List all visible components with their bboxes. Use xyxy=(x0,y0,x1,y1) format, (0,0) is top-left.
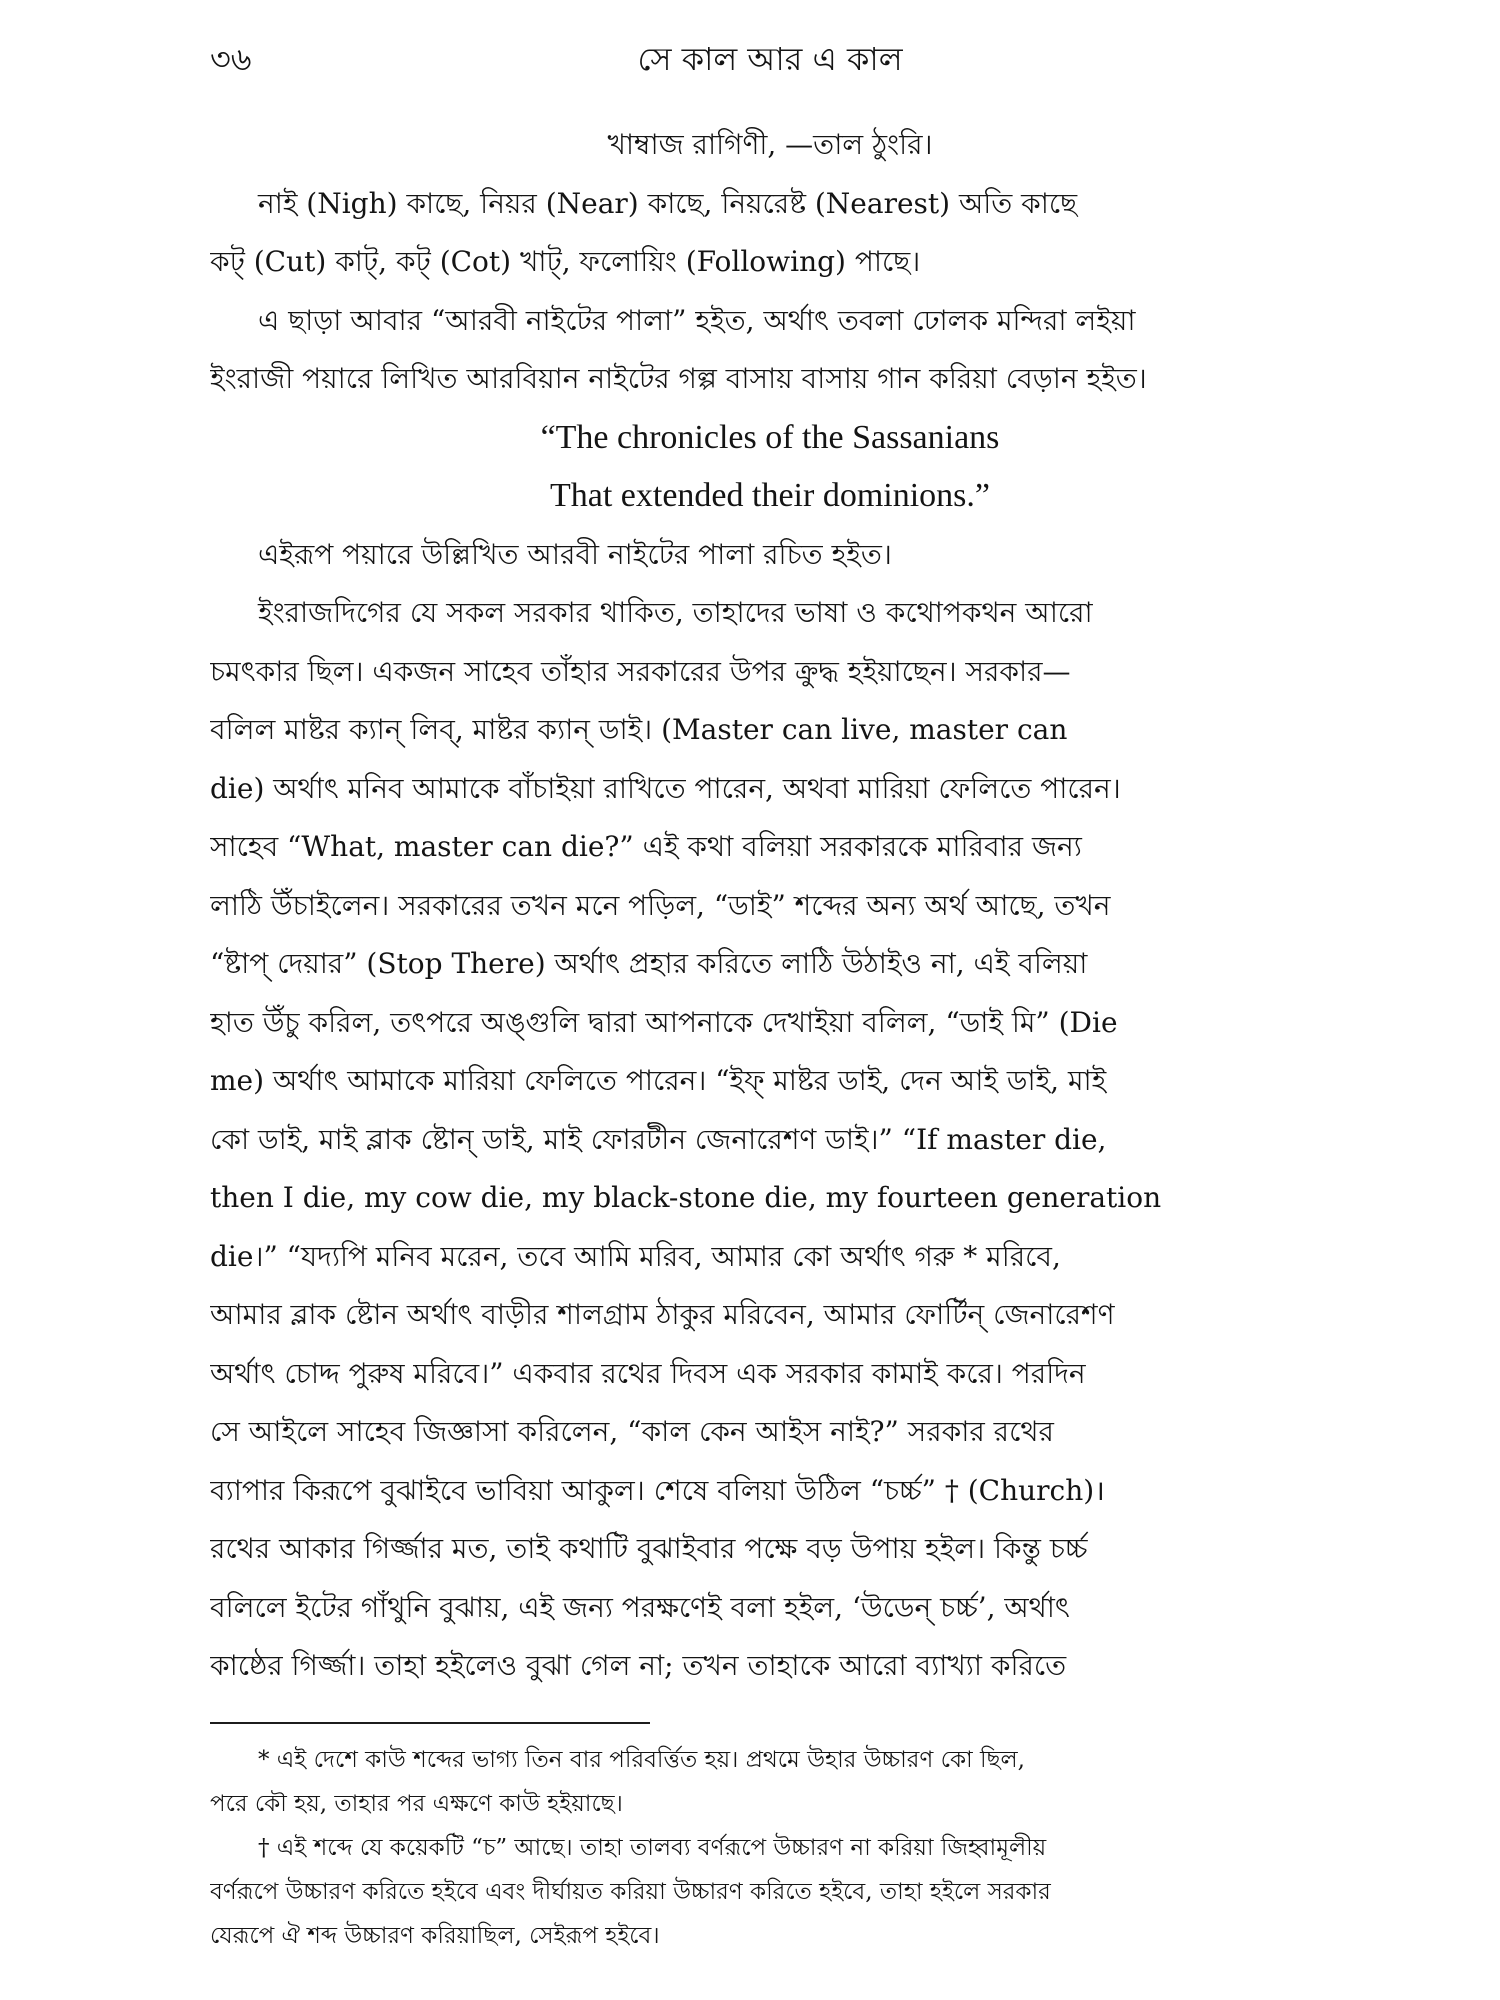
quote-line: “The chronicles of the Sassanians xyxy=(540,418,1000,456)
paragraph-line: then I die, my cow die, my black-stone die, my fourteen generation xyxy=(210,1181,1162,1214)
footnote-line: * এই দেশে কাউ শব্দের ভাগ্য তিন বার পরিবর্ত্তিত হয়। প্রথমে উহার উচ্চারণ কো ছিল, xyxy=(258,1747,1025,1773)
page-header xyxy=(210,34,1330,94)
paragraph-line: হাত উঁচু করিল, তৎপরে অঙ্গুলি দ্বারা আপনাকে দেখাইয়া বলিল, “ডাই মি” (Die xyxy=(210,1005,1118,1039)
paragraph-line: সে আইলে সাহেব জিজ্ঞাসা করিলেন, “কাল কেন আইস নাই?” সরকার রথের xyxy=(210,1415,1054,1448)
song-heading: খাম্বাজ রাগিণী, —তাল ঠুংরি। xyxy=(607,128,933,161)
paragraph-line: “ষ্টাপ্ দেয়ার” (Stop There) অর্থাৎ প্রহার করিতে লাঠি উঠাইও না, এই বলিয়া xyxy=(210,947,1088,980)
paragraph-line: বলিলে ইটের গাঁথুনি বুঝায়, এই জন্য পরক্ষণেই বলা হইল, ‘উডেন্ চর্চ্চ’, অর্থাৎ xyxy=(210,1590,1070,1624)
paragraph-line: এ ছাড়া আবার “আরবী নাইটের পালা” হইত, অর্থাৎ তবলা ঢোলক মন্দিরা লইয়া xyxy=(258,303,1136,337)
paragraph-line: ব্যাপার কিরূপে বুঝাইবে ভাবিয়া আকুল। শেষে বলিয়া উঠিল “চর্চ্চ” † (Church)। xyxy=(210,1473,1105,1507)
paragraph-line: আমার ব্লাক ষ্টোন অর্থাৎ বাড়ীর শালগ্রাম ঠাকুর মরিবেন, আমার ফোর্টিন্ জেনারেশণ xyxy=(210,1298,1115,1331)
footnote-divider xyxy=(210,1722,650,1724)
footnote-line: যেরূপে ঐ শব্দ উচ্চারণ করিয়াছিল, সেইরূপ হইবে। xyxy=(210,1923,660,1949)
paragraph-line: এইরূপ পয়ারে উল্লিখিত আরবী নাইটের পালা রচিত হইত। xyxy=(258,537,892,571)
paragraph-line: ইংরাজী পয়ারে লিখিত আরবিয়ান নাইটের গল্প বাসায় বাসায় গান করিয়া বেড়ান হইত। xyxy=(210,362,1147,395)
paragraph-line: বলিল মাষ্টর ক্যান্ লিব্, মাষ্টর ক্যান্ ডাই। (Master can live, master can xyxy=(210,713,1068,746)
paragraph-line: ইংরাজদিগের যে সকল সরকার থাকিত, তাহাদের ভাষা ও কথোপকথন আরো xyxy=(258,596,1093,629)
paragraph-line: অর্থাৎ চোদ্দ পুরুষ মরিবে।” একবার রথের দিবস এক সরকার কামাই করে। পরদিন xyxy=(210,1356,1086,1390)
page-number: ৩৬ xyxy=(210,40,252,78)
footnotes xyxy=(210,1738,1330,1958)
paragraph-line: me) অর্থাৎ আমাকে মারিয়া ফেলিতে পারেন। “ইফ্ মাষ্টর ডাই, দেন আই ডাই, মাই xyxy=(210,1064,1107,1097)
song-line: নাই (Nigh) কাছে, নিয়র (Near) কাছে, নিয়রেষ্ট (Nearest) অতি কাছে xyxy=(258,186,1078,220)
quote-line: That extended their dominions.” xyxy=(550,477,990,514)
paragraph-line: die।” “যদ্যপি মনিব মরেন, তবে আমি মরিব, আমার কো অর্থাৎ গরু * মরিবে, xyxy=(210,1239,1061,1273)
paragraph-line: কাষ্ঠের গির্জ্জা। তাহা হইলেও বুঝা গেল না; তখন তাহাকে আরো ব্যাখ্যা করিতে xyxy=(210,1649,1067,1682)
paragraph-line: লাঠি উঁচাইলেন। সরকারের তখন মনে পড়িল, “ডাই” শব্দের অন্য অর্থ আছে, তখন xyxy=(210,888,1111,922)
paragraph-line: রথের আকার গির্জ্জার মত, তাই কথাটি বুঝাইবার পক্ষে বড় উপায় হইল। কিন্তু চর্চ্চ xyxy=(210,1532,1088,1565)
footnote-line: † এই শব্দে যে কয়েকটি “চ” আছে। তাহা তালব্য বর্ণরূপে উচ্চারণ না করিয়া জিহ্বামূলীয় xyxy=(258,1835,1047,1861)
song-line: কট্ (Cut) কাট্, কট্ (Cot) খাট্, ফলোয়িং (Following) পাছে। xyxy=(210,245,921,278)
paragraph-line: কো ডাই, মাই ব্লাক ষ্টোন্ ডাই, মাই ফোরটীন জেনারেশণ ডাই।” “If master die, xyxy=(210,1122,1107,1156)
running-title: সে কাল আর এ কাল xyxy=(637,40,903,78)
paragraph-line: চমৎকার ছিল। একজন সাহেব তাঁহার সরকারের উপর ক্রুদ্ধ হইয়াছেন। সরকার— xyxy=(210,654,1071,688)
paragraph-line: die) অর্থাৎ মনিব আমাকে বাঁচাইয়া রাখিতে পারেন, অথবা মারিয়া ফেলিতে পারেন। xyxy=(210,771,1121,805)
main-text xyxy=(210,116,1330,1696)
footnote-line: বর্ণরূপে উচ্চারণ করিতে হইবে এবং দীর্ঘায়ত করিয়া উচ্চারণ করিতে হইবে, তাহা হইলে সরকার xyxy=(210,1879,1051,1905)
paragraph-line: সাহেব “What, master can die?” এই কথা বলিয়া সরকারকে মারিবার জন্য xyxy=(210,830,1082,863)
footnote-line: পরে কৌ হয়, তাহার পর এক্ষণে কাউ হইয়াছে। xyxy=(210,1791,623,1817)
